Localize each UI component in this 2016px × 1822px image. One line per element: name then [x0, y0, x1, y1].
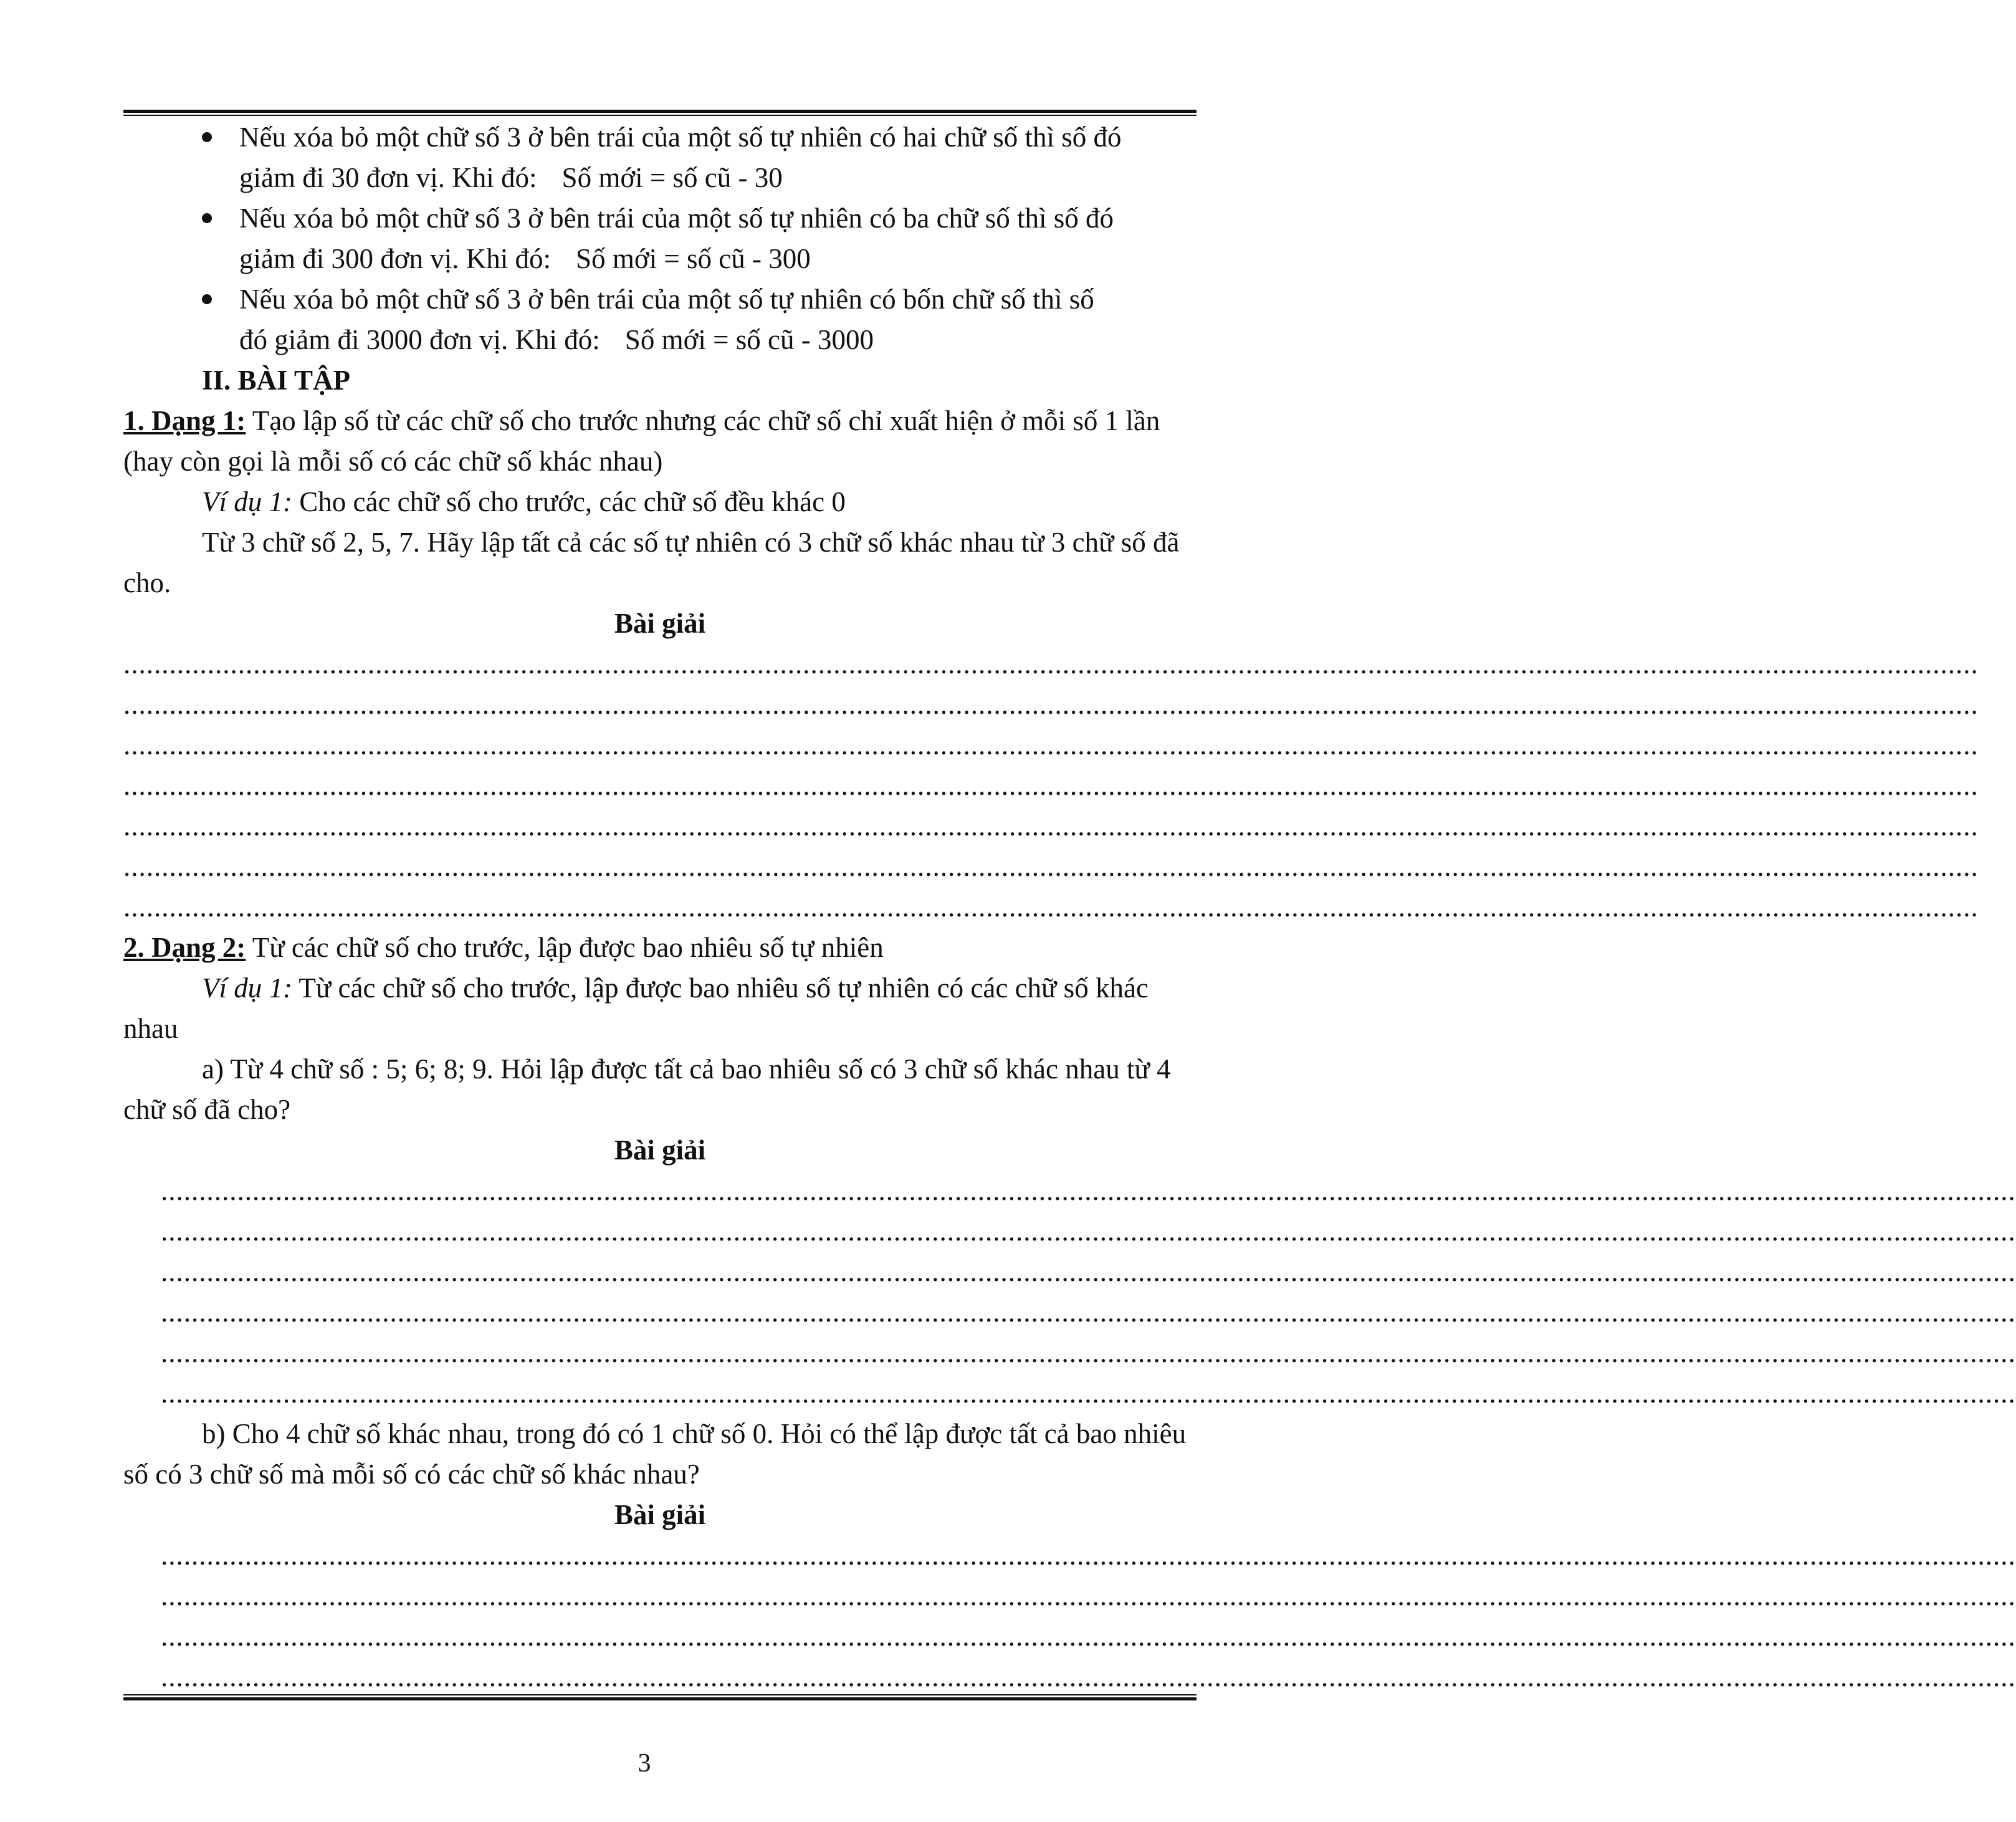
dang2-text: Từ các chữ số cho trước, lập được bao nhiêu số tự nhiên: [246, 932, 884, 963]
footer-double-rule: [123, 1694, 1197, 1702]
bullet-dot-icon: [202, 132, 212, 142]
answer-line: ...................................................................................................................................................................................................................................................: [123, 689, 1979, 720]
bullet-item: [123, 117, 1197, 198]
bullet-item: [123, 279, 1197, 360]
page-content: [123, 117, 2016, 1697]
answer-line: ...................................................................................................................................................................................................................................................: [161, 1175, 2016, 1206]
answer-line: ...................................................................................................................................................................................................................................................: [161, 1580, 2016, 1611]
answer-line: ...................................................................................................................................................................................................................................................: [161, 1297, 2016, 1328]
answer-line: ...................................................................................................................................................................................................................................................: [161, 1256, 2016, 1287]
bullet-item: [123, 198, 1197, 279]
answer-line: ...................................................................................................................................................................................................................................................: [123, 648, 1979, 679]
solution-title: Bài giải: [614, 1134, 706, 1166]
answer-line: ...................................................................................................................................................................................................................................................: [161, 1215, 2016, 1247]
example-text: Cho các chữ số cho trước, các chữ số đều khác 0: [292, 486, 846, 517]
page-number: 3: [638, 1749, 651, 1778]
dang2-part-b: b) Cho 4 chữ số khác nhau, trong đó có 1 chữ số 0. Hỏi có thể lập được tất cả bao nhiêu số có 3 chữ số mà mỗi số có các chữ số khác nhau?: [123, 1418, 1187, 1490]
bullet-line: Nếu xóa bỏ một chữ số 3 ở bên trái của một số tự nhiên có ba chữ số thì số đó: [239, 203, 1114, 234]
answer-line: ...................................................................................................................................................................................................................................................: [123, 851, 1979, 882]
bullet-line: giảm đi 300 đơn vị. Khi đó:: [239, 243, 552, 274]
dang2-part-a: a) Từ 4 chữ số : 5; 6; 8; 9. Hỏi lập được tất cả bao nhiêu số có 3 chữ số khác nhau từ 4 chữ số đã cho?: [123, 1053, 1171, 1125]
bullet-line: Nếu xóa bỏ một chữ số 3 ở bên trái của một số tự nhiên có hai chữ số thì số đó: [239, 122, 1122, 153]
example-text: Từ các chữ số cho trước, lập được bao nhiêu số tự nhiên có các chữ số khác nhau: [123, 972, 1149, 1044]
answer-line: ...................................................................................................................................................................................................................................................: [123, 810, 1979, 841]
dang1-text: Tạo lập số từ các chữ số cho trước nhưng các chữ số chỉ xuất hiện ở mỗi số 1 lần (hay còn gọi là mỗi số có các chữ số khác nhau): [123, 405, 1160, 477]
dang2-paragraph: [123, 928, 1197, 968]
answer-line: ...................................................................................................................................................................................................................................................: [123, 770, 1979, 801]
dang2-label: 2. Dạng 2:: [123, 932, 246, 963]
solution-title: Bài giải: [614, 608, 706, 639]
bullet-line: Nếu xóa bỏ một chữ số 3 ở bên trái của một số tự nhiên có bốn chữ số thì số: [239, 284, 1094, 315]
bullet-formula: Số mới = số cũ - 30: [561, 162, 783, 193]
answer-line: ...................................................................................................................................................................................................................................................: [161, 1337, 2016, 1368]
bullet-line: giảm đi 30 đơn vị. Khi đó:: [239, 162, 537, 193]
answer-line: ...................................................................................................................................................................................................................................................: [161, 1621, 2016, 1652]
bullet-dot-icon: [202, 213, 212, 223]
answer-line: ...................................................................................................................................................................................................................................................: [161, 1378, 2016, 1409]
answer-line: ...................................................................................................................................................................................................................................................: [161, 1540, 2016, 1571]
example-label: Ví dụ 1:: [202, 486, 292, 517]
dang1-paragraph: [123, 401, 1197, 482]
dang2-example: [123, 968, 1197, 1049]
bullet-dot-icon: [202, 294, 212, 304]
bullet-line: đó giảm đi 3000 đơn vị. Khi đó:: [239, 324, 600, 355]
dang1-problem: Từ 3 chữ số 2, 5, 7. Hãy lập tất cả các số tự nhiên có 3 chữ số khác nhau từ 3 chữ số đã cho.: [123, 527, 1180, 598]
answer-line: ...................................................................................................................................................................................................................................................: [161, 1661, 2016, 1692]
section-heading: II. BÀI TẬP: [202, 365, 350, 396]
bullet-formula: Số mới = số cũ - 300: [576, 243, 811, 274]
dang1-example: [123, 482, 1197, 522]
answer-line: ...................................................................................................................................................................................................................................................: [123, 729, 1979, 760]
answer-line: ...................................................................................................................................................................................................................................................: [123, 891, 1979, 923]
solution-title: Bài giải: [614, 1499, 706, 1530]
dang1-label: 1. Dạng 1:: [123, 405, 246, 436]
bullet-formula: Số mới = số cũ - 3000: [624, 324, 874, 355]
example-label: Ví dụ 1:: [202, 972, 292, 1004]
